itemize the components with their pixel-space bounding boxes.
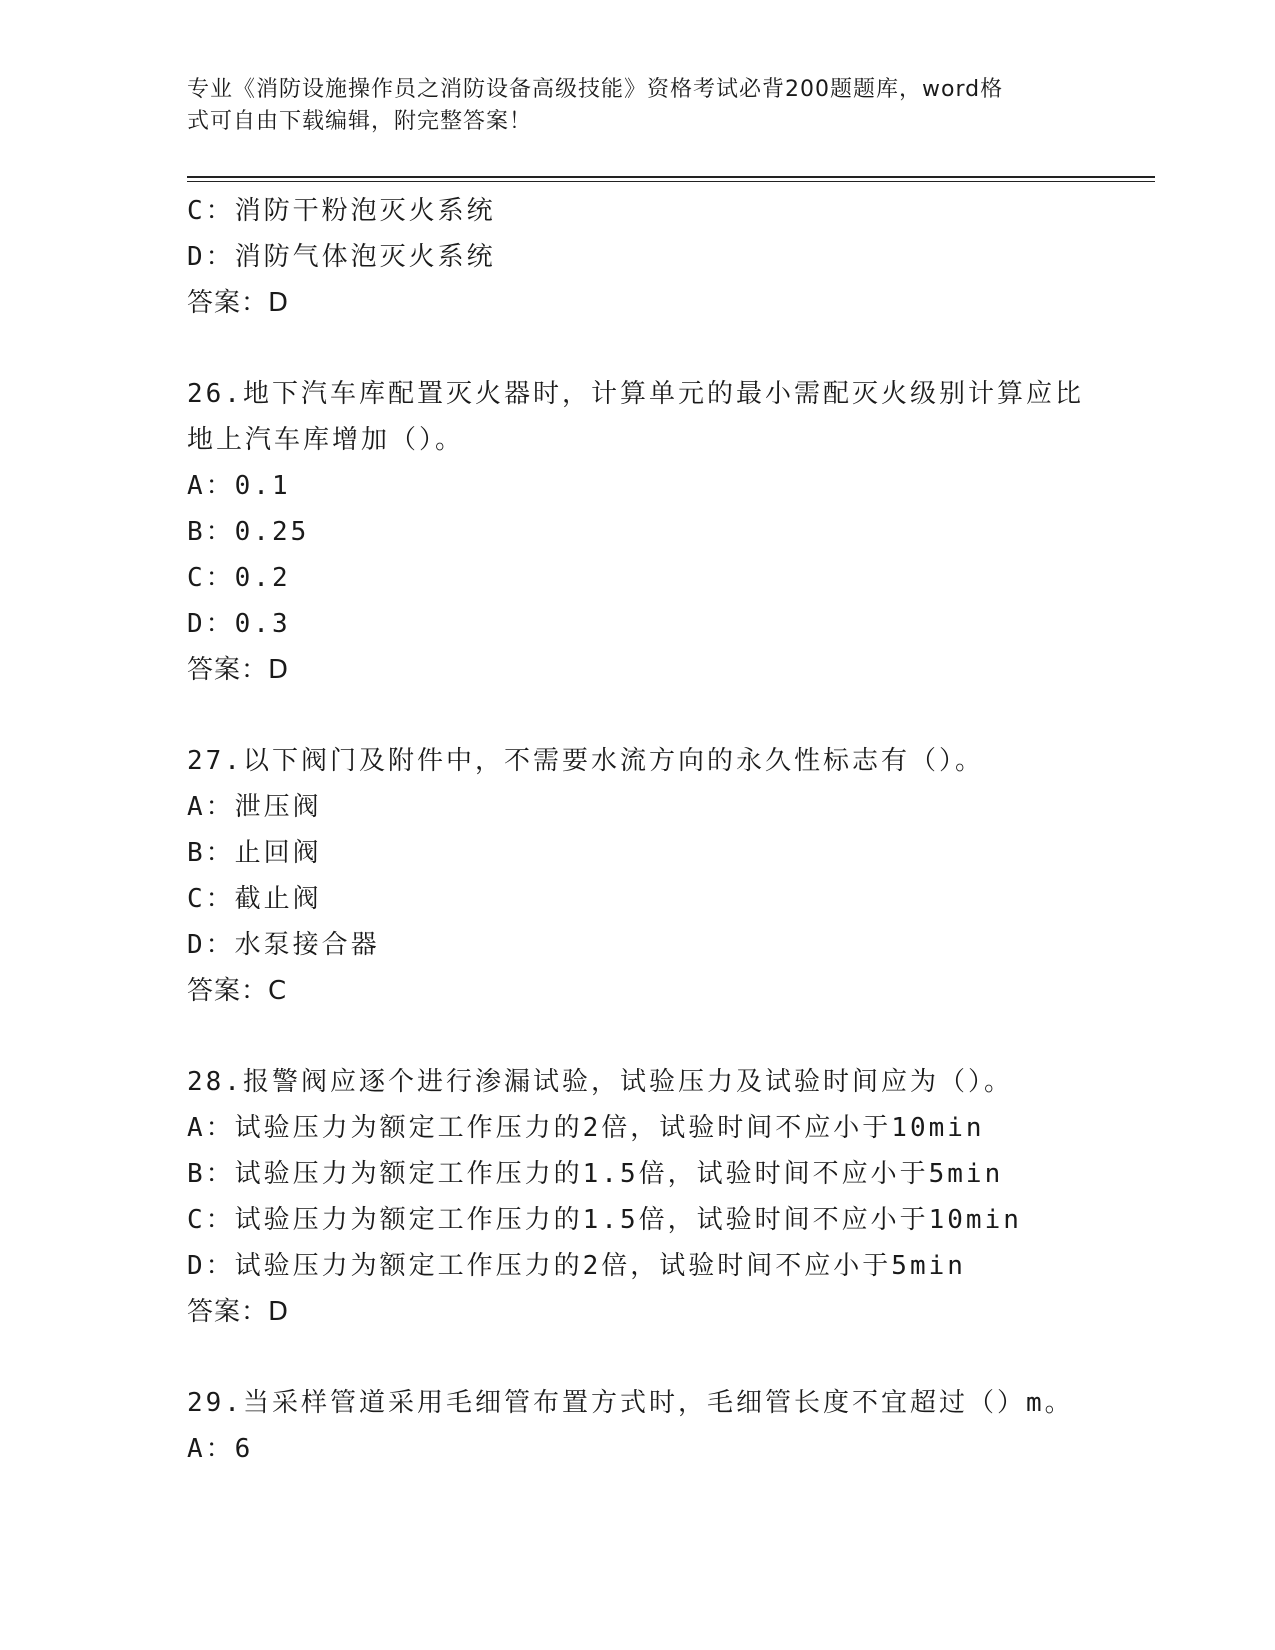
header-divider-thick	[187, 176, 1155, 178]
option-c: C：截止阀	[187, 884, 322, 914]
header-title-line-2: 式可自由下载编辑，附完整答案！	[187, 109, 533, 134]
answer-line: 答案：D	[187, 288, 290, 318]
answer-line: 答案：D	[187, 655, 290, 685]
option-d: D：0.3	[187, 609, 291, 639]
option-a: A：试验压力为额定工作压力的2倍，试验时间不应小于10min	[187, 1113, 985, 1143]
spacer	[187, 326, 1087, 371]
option-a: A：0.1	[187, 471, 291, 501]
option-b: B：0.25	[187, 517, 310, 547]
option-b: B：试验压力为额定工作压力的1.5倍，试验时间不应小于5min	[187, 1159, 1004, 1189]
option-d: D：水泵接合器	[187, 930, 380, 960]
question-stem-continued: 地上汽车库增加（）。	[187, 425, 465, 455]
spacer	[187, 1335, 1087, 1380]
option-b: B：止回阀	[187, 838, 322, 868]
question-stem: 29.当采样管道采用毛细管布置方式时，毛细管长度不宜超过（）m。	[187, 1388, 1074, 1418]
option-d: D：试验压力为额定工作压力的2倍，试验时间不应小于5min	[187, 1251, 966, 1281]
option-c: C：消防干粉泡灭火系统	[187, 196, 496, 226]
header-title-line-1: 专业《消防设施操作员之消防设备高级技能》资格考试必背200题题库，word格	[187, 77, 1004, 102]
spacer	[187, 693, 1087, 738]
option-c: C：试验压力为额定工作压力的1.5倍，试验时间不应小于10min	[187, 1205, 1022, 1235]
header-divider-thin	[187, 181, 1155, 182]
option-a: A：泄压阀	[187, 792, 322, 822]
spacer	[187, 1014, 1087, 1059]
question-stem: 27.以下阀门及附件中，不需要水流方向的永久性标志有（）。	[187, 746, 984, 776]
document-header	[187, 74, 1067, 138]
option-d: D：消防气体泡灭火系统	[187, 242, 496, 272]
question-list	[187, 188, 1087, 1472]
question-stem: 28.报警阀应逐个进行渗漏试验，试验压力及试验时间应为（）。	[187, 1067, 1013, 1097]
question-25-tail	[187, 188, 1087, 326]
question-28	[187, 1059, 1087, 1335]
question-stem: 26.地下汽车库配置灭火器时，计算单元的最小需配灭火级别计算应比	[187, 379, 1084, 409]
answer-line: 答案：D	[187, 1297, 290, 1327]
question-26	[187, 371, 1087, 693]
option-a: A：6	[187, 1434, 254, 1464]
answer-line: 答案：C	[187, 976, 288, 1006]
question-27	[187, 738, 1087, 1014]
question-29	[187, 1380, 1087, 1472]
option-c: C：0.2	[187, 563, 291, 593]
